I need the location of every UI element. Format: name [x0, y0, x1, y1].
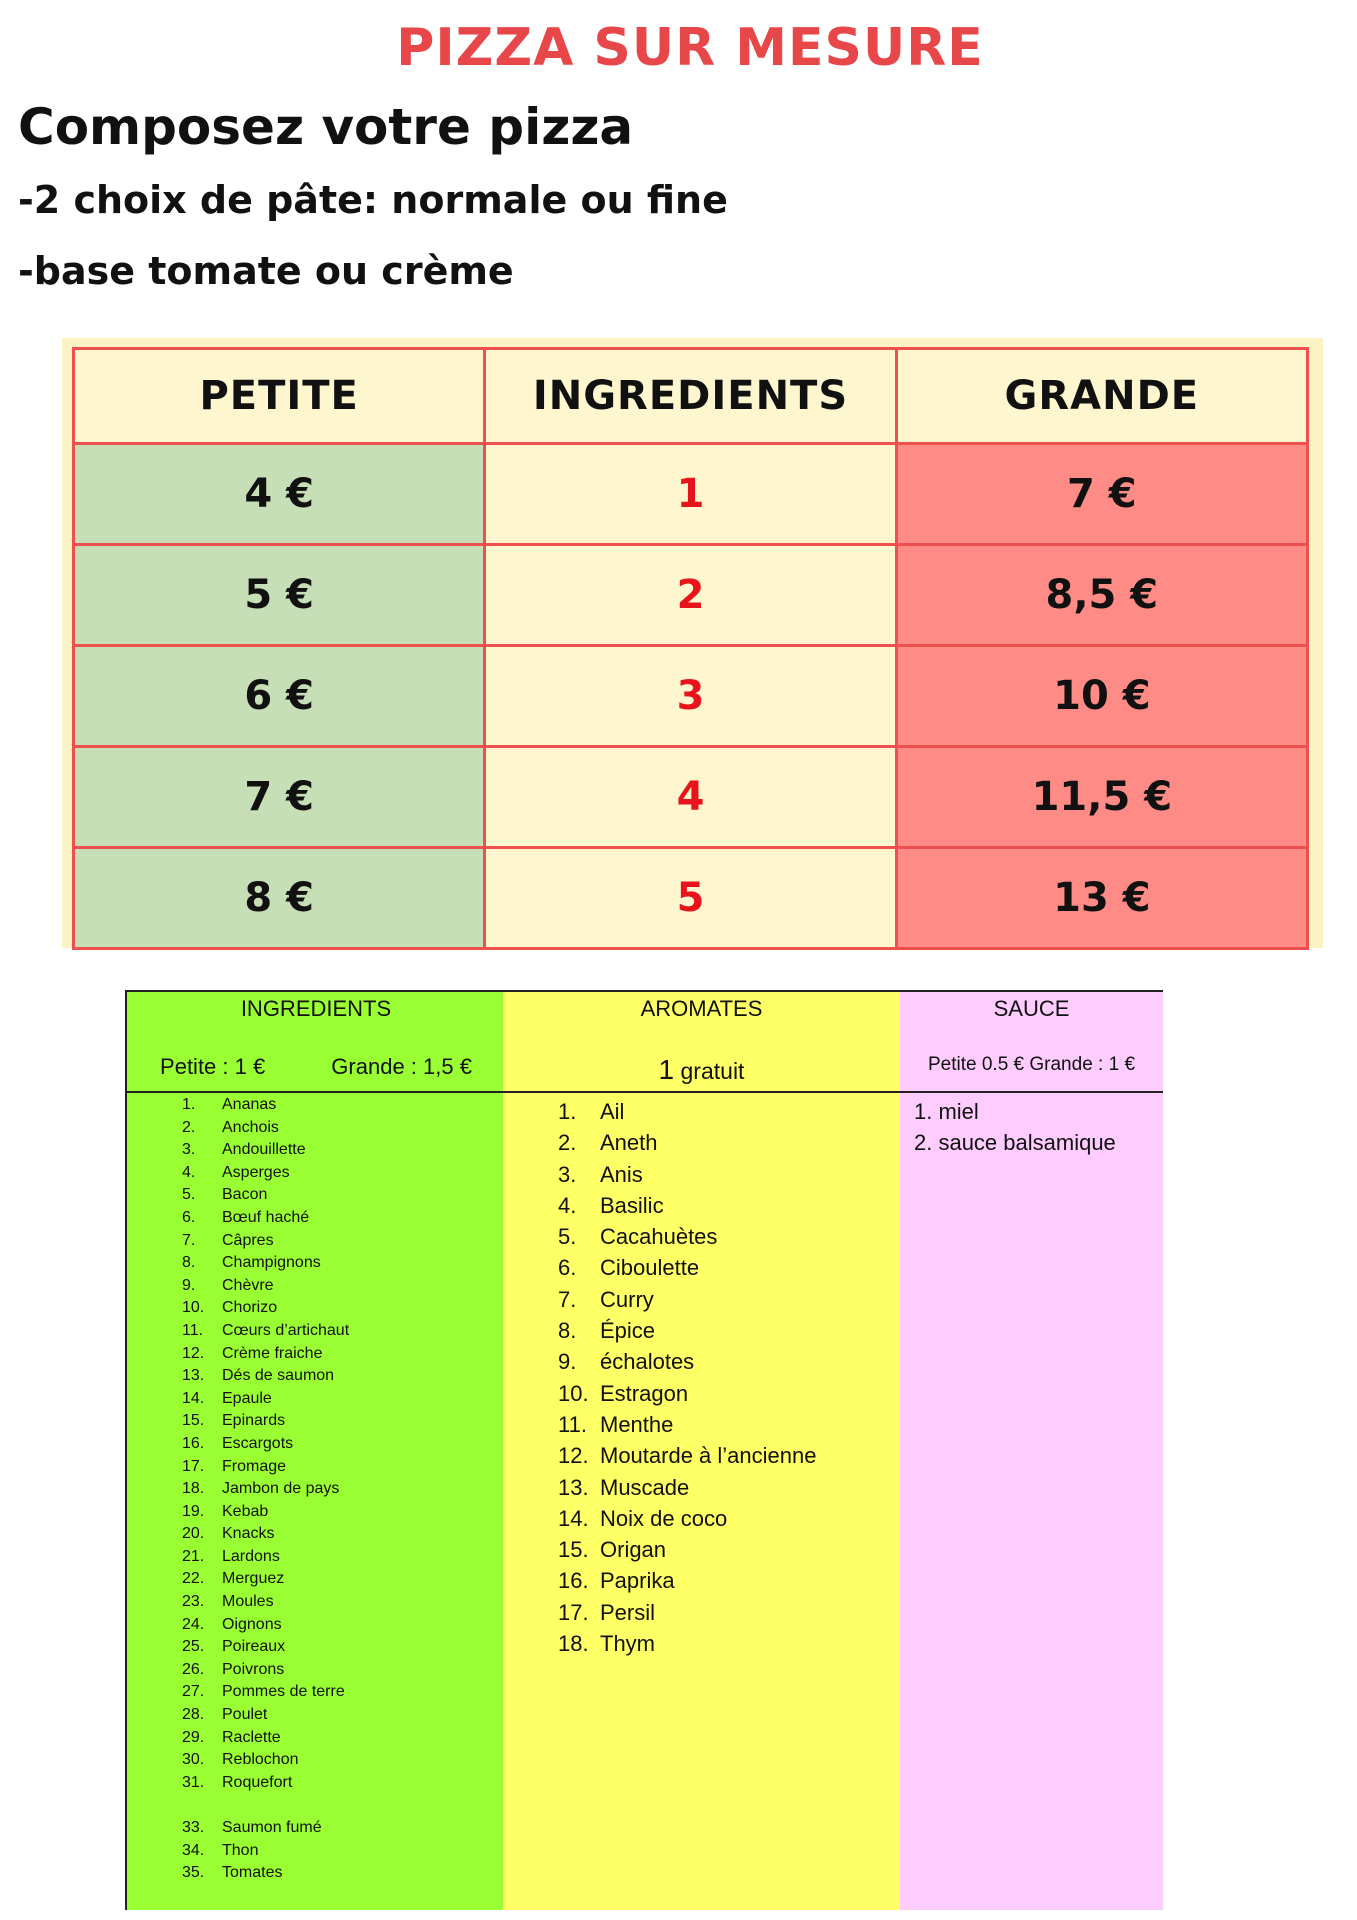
list-item [182, 1817, 349, 1840]
item-number: 14. [182, 1389, 205, 1407]
item-name: Epaule [222, 1389, 272, 1407]
item-name: Moutarde à l’ancienne [600, 1443, 817, 1469]
list-item [558, 1378, 816, 1409]
item-name: Muscade [600, 1474, 690, 1500]
item-name: Fromage [222, 1457, 287, 1475]
list-item [558, 1440, 816, 1471]
base-choice-line: -base tomate ou crème [18, 249, 514, 293]
list-item [182, 1749, 349, 1772]
list-item [558, 1159, 816, 1190]
list-item [182, 1501, 349, 1524]
ingredients-column [125, 990, 507, 1910]
item-number: 10. [182, 1299, 205, 1317]
item-number: 20. [182, 1525, 205, 1543]
item-name: Curry [600, 1286, 654, 1312]
item-number: 9. [558, 1349, 577, 1375]
item-name: Saumon fumé [222, 1819, 322, 1836]
petite-price: 8 € [74, 848, 485, 949]
list-item [182, 1184, 349, 1207]
item-number: 4. [182, 1163, 196, 1181]
list-item [182, 1546, 349, 1569]
list-item [182, 1636, 349, 1659]
sauce-column [900, 990, 1163, 1910]
list-item [558, 1190, 816, 1221]
item-number: 5. [558, 1224, 577, 1250]
item-name: Poivrons [222, 1660, 285, 1678]
item-number: 2. [558, 1130, 577, 1156]
sauce-header: SAUCE [993, 996, 1070, 1021]
item-number: 31. [182, 1773, 205, 1791]
list-item [182, 1862, 349, 1885]
petite-price: 4 € [74, 444, 485, 545]
dough-choice-line: -2 choix de pâte: normale ou fine [18, 178, 728, 222]
list-item [182, 1162, 349, 1185]
item-name: Thon [222, 1841, 259, 1859]
list-item [182, 1772, 349, 1795]
item-name: Tomates [222, 1864, 283, 1882]
item-number: 19. [182, 1502, 205, 1520]
item-name: Reblochon [222, 1751, 299, 1769]
header-petite: PETITE [74, 349, 485, 444]
item-number: 34. [182, 1841, 205, 1859]
item-name: Escargots [222, 1434, 294, 1452]
price-row [74, 646, 1308, 747]
item-name: Anchois [222, 1118, 279, 1136]
price-table-header [74, 349, 1308, 444]
grande-price: 13 € [896, 848, 1307, 949]
item-number: 23. [182, 1593, 205, 1611]
item-number: 6. [182, 1208, 196, 1226]
item-number: 7. [182, 1231, 196, 1249]
grande-price: 11,5 € [896, 747, 1307, 848]
item-name: Merguez [222, 1570, 285, 1588]
item-name: Andouillette [222, 1141, 306, 1159]
aromates-free-count: 1 [658, 1054, 675, 1085]
list-item [558, 1409, 816, 1440]
list-item [558, 1503, 816, 1534]
ingredient-count: 5 [485, 848, 896, 949]
item-name: Thym [600, 1631, 655, 1657]
page-title: PIZZA SUR MESURE [396, 18, 984, 78]
item-name: Paprika [600, 1568, 675, 1594]
item-number: 11. [558, 1411, 587, 1437]
item-number: 7. [558, 1286, 577, 1312]
item-name: Épice [600, 1318, 656, 1344]
list-item [182, 1523, 349, 1546]
list-item [182, 1591, 349, 1614]
price-table [72, 347, 1309, 950]
petite-price: 7 € [74, 747, 485, 848]
list-item [182, 1230, 349, 1253]
grande-price: 8,5 € [896, 545, 1307, 646]
list-item [558, 1346, 816, 1377]
aromates-column [503, 990, 902, 1910]
list-item [182, 1320, 349, 1343]
item-number: 12. [558, 1443, 589, 1469]
item-number: 16. [558, 1568, 589, 1594]
list-item [558, 1096, 816, 1127]
item-name: Cœurs d’artichaut [222, 1321, 350, 1339]
grande-price: 10 € [896, 646, 1307, 747]
item-number: 17. [182, 1457, 205, 1475]
list-item [182, 1410, 349, 1433]
price-row [74, 545, 1308, 646]
item-number: 30. [182, 1751, 205, 1769]
item-name: Roquefort [222, 1773, 293, 1791]
list-item [182, 1727, 349, 1750]
item-number: 9. [182, 1276, 196, 1294]
aromates-free-note [503, 1054, 900, 1086]
table-top-border [125, 990, 1163, 992]
price-row [74, 444, 1308, 545]
item-number: 13. [558, 1474, 589, 1500]
item-number: 22. [182, 1570, 205, 1588]
ingredient-count: 2 [485, 545, 896, 646]
list-item [558, 1472, 816, 1503]
item-name: Menthe [600, 1411, 674, 1437]
section-heading: Composez votre pizza [18, 98, 634, 156]
item-number: 26. [182, 1660, 205, 1678]
item-name: Bœuf haché [222, 1208, 310, 1226]
ingredients-prices [127, 1054, 505, 1080]
list-item [558, 1127, 816, 1158]
sauce-list [914, 1096, 1116, 1159]
aromates-free-label: gratuit [680, 1058, 745, 1084]
item-number: 15. [182, 1412, 205, 1430]
price-row [74, 747, 1308, 848]
item-number: 21. [182, 1547, 205, 1565]
table-header-divider [125, 1091, 1163, 1093]
options-table [125, 990, 1163, 1910]
list-item [182, 1297, 349, 1320]
item-name: échalotes [600, 1349, 695, 1375]
list-item [182, 1388, 349, 1411]
list-item [182, 1343, 349, 1366]
list-item [182, 1659, 349, 1682]
item-name: Moules [222, 1593, 274, 1611]
list-item [182, 1433, 349, 1456]
list-item [558, 1284, 816, 1315]
item-name: Poulet [222, 1706, 268, 1724]
list-item [558, 1315, 816, 1346]
petite-price: 6 € [74, 646, 485, 747]
item-name: Ail [600, 1099, 625, 1124]
item-name: Poireaux [222, 1638, 286, 1656]
item-name: Oignons [222, 1615, 282, 1633]
item-name: Lardons [222, 1547, 280, 1565]
header-ingredients: INGREDIENTS [485, 349, 896, 444]
item-name: Ananas [222, 1096, 277, 1113]
price-row [74, 848, 1308, 949]
ingredients-header: INGREDIENTS [240, 996, 392, 1021]
list-item [182, 1139, 349, 1162]
list-item [182, 1681, 349, 1704]
item-name: Kebab [222, 1502, 269, 1520]
item-number: 33. [182, 1819, 205, 1836]
item-number: 35. [182, 1864, 205, 1882]
list-item [182, 1094, 349, 1117]
item-name: Knacks [222, 1525, 275, 1543]
item-name: Champignons [222, 1254, 321, 1272]
ingredients-petite-price: Petite : 1 € [160, 1054, 266, 1079]
ingredients-grande-price: Grande : 1,5 € [331, 1054, 472, 1079]
item-number: 28. [182, 1706, 205, 1724]
item-name: Basilic [600, 1192, 664, 1218]
list-item [182, 1117, 349, 1140]
list-item [182, 1456, 349, 1479]
item-number: 3. [182, 1141, 196, 1159]
item-name: Raclette [222, 1728, 281, 1746]
aromates-header: AROMATES [640, 996, 763, 1021]
item-number: 5. [182, 1186, 196, 1204]
item-number: 6. [558, 1255, 577, 1281]
petite-price: 5 € [74, 545, 485, 646]
item-number: 2. [182, 1118, 196, 1136]
item-name: Epinards [222, 1412, 286, 1430]
item-name: Asperges [222, 1163, 290, 1181]
item-name: Origan [600, 1537, 667, 1563]
grande-price: 7 € [896, 444, 1307, 545]
list-item [182, 1478, 349, 1501]
item-number: 29. [182, 1728, 205, 1746]
item-number: 15. [558, 1537, 589, 1563]
list-item [182, 1207, 349, 1230]
item-number: 18. [558, 1631, 589, 1657]
item-name: Câpres [222, 1231, 274, 1249]
sauce-prices: Petite 0.5 € Grande : 1 € [927, 1054, 1136, 1075]
item-name: Dés de saumon [222, 1367, 335, 1385]
ingredient-count: 1 [485, 444, 896, 545]
item-number: 11. [182, 1321, 204, 1339]
list-item [182, 1275, 349, 1298]
item-name: Cacahuètes [600, 1224, 718, 1250]
item-number: 16. [182, 1434, 205, 1452]
aromates-list [558, 1096, 816, 1659]
list-item [558, 1534, 816, 1565]
ingredient-count: 3 [485, 646, 896, 747]
item-name: Noix de coco [600, 1505, 728, 1531]
ingredients-list [182, 1094, 349, 1885]
list-item [558, 1565, 816, 1596]
list-item: 1. miel [914, 1099, 979, 1124]
list-item: 2. sauce balsamique [914, 1130, 1116, 1156]
item-name: Crème fraiche [222, 1344, 323, 1362]
item-number: 17. [558, 1599, 589, 1625]
item-number: 18. [182, 1480, 205, 1498]
item-name: Jambon de pays [222, 1480, 340, 1498]
list-item [182, 1704, 349, 1727]
item-number: 1. [558, 1099, 577, 1124]
ingredient-count: 4 [485, 747, 896, 848]
item-number: 12. [182, 1344, 205, 1362]
item-name: Aneth [600, 1130, 658, 1156]
list-item [182, 1794, 349, 1817]
item-name: Bacon [222, 1186, 268, 1204]
header-grande: GRANDE [896, 349, 1307, 444]
item-name: Pommes de terre [222, 1683, 345, 1701]
item-number: 1. [182, 1096, 196, 1113]
item-number: 4. [558, 1192, 577, 1218]
list-item [182, 1252, 349, 1275]
list-item [182, 1614, 349, 1637]
item-name: Estragon [600, 1380, 689, 1406]
list-item [182, 1568, 349, 1591]
list-item [182, 1365, 349, 1388]
list-item [558, 1597, 816, 1628]
item-name: Persil [600, 1599, 656, 1625]
item-name: Anis [600, 1161, 643, 1187]
item-number: 10. [558, 1380, 589, 1406]
item-number: 27. [182, 1683, 205, 1701]
item-number: 14. [558, 1505, 589, 1531]
list-item [558, 1221, 816, 1252]
item-name: Chorizo [222, 1299, 278, 1317]
list-item [558, 1628, 816, 1659]
list-item [558, 1252, 816, 1283]
list-item [182, 1840, 349, 1863]
item-number: 25. [182, 1638, 205, 1656]
item-number: 3. [558, 1161, 577, 1187]
item-number: 24. [182, 1615, 205, 1633]
item-name: Ciboulette [600, 1255, 700, 1281]
item-name: Chèvre [222, 1276, 274, 1294]
item-number: 8. [558, 1318, 577, 1344]
item-number: 8. [182, 1254, 196, 1272]
item-number: 13. [182, 1367, 205, 1385]
